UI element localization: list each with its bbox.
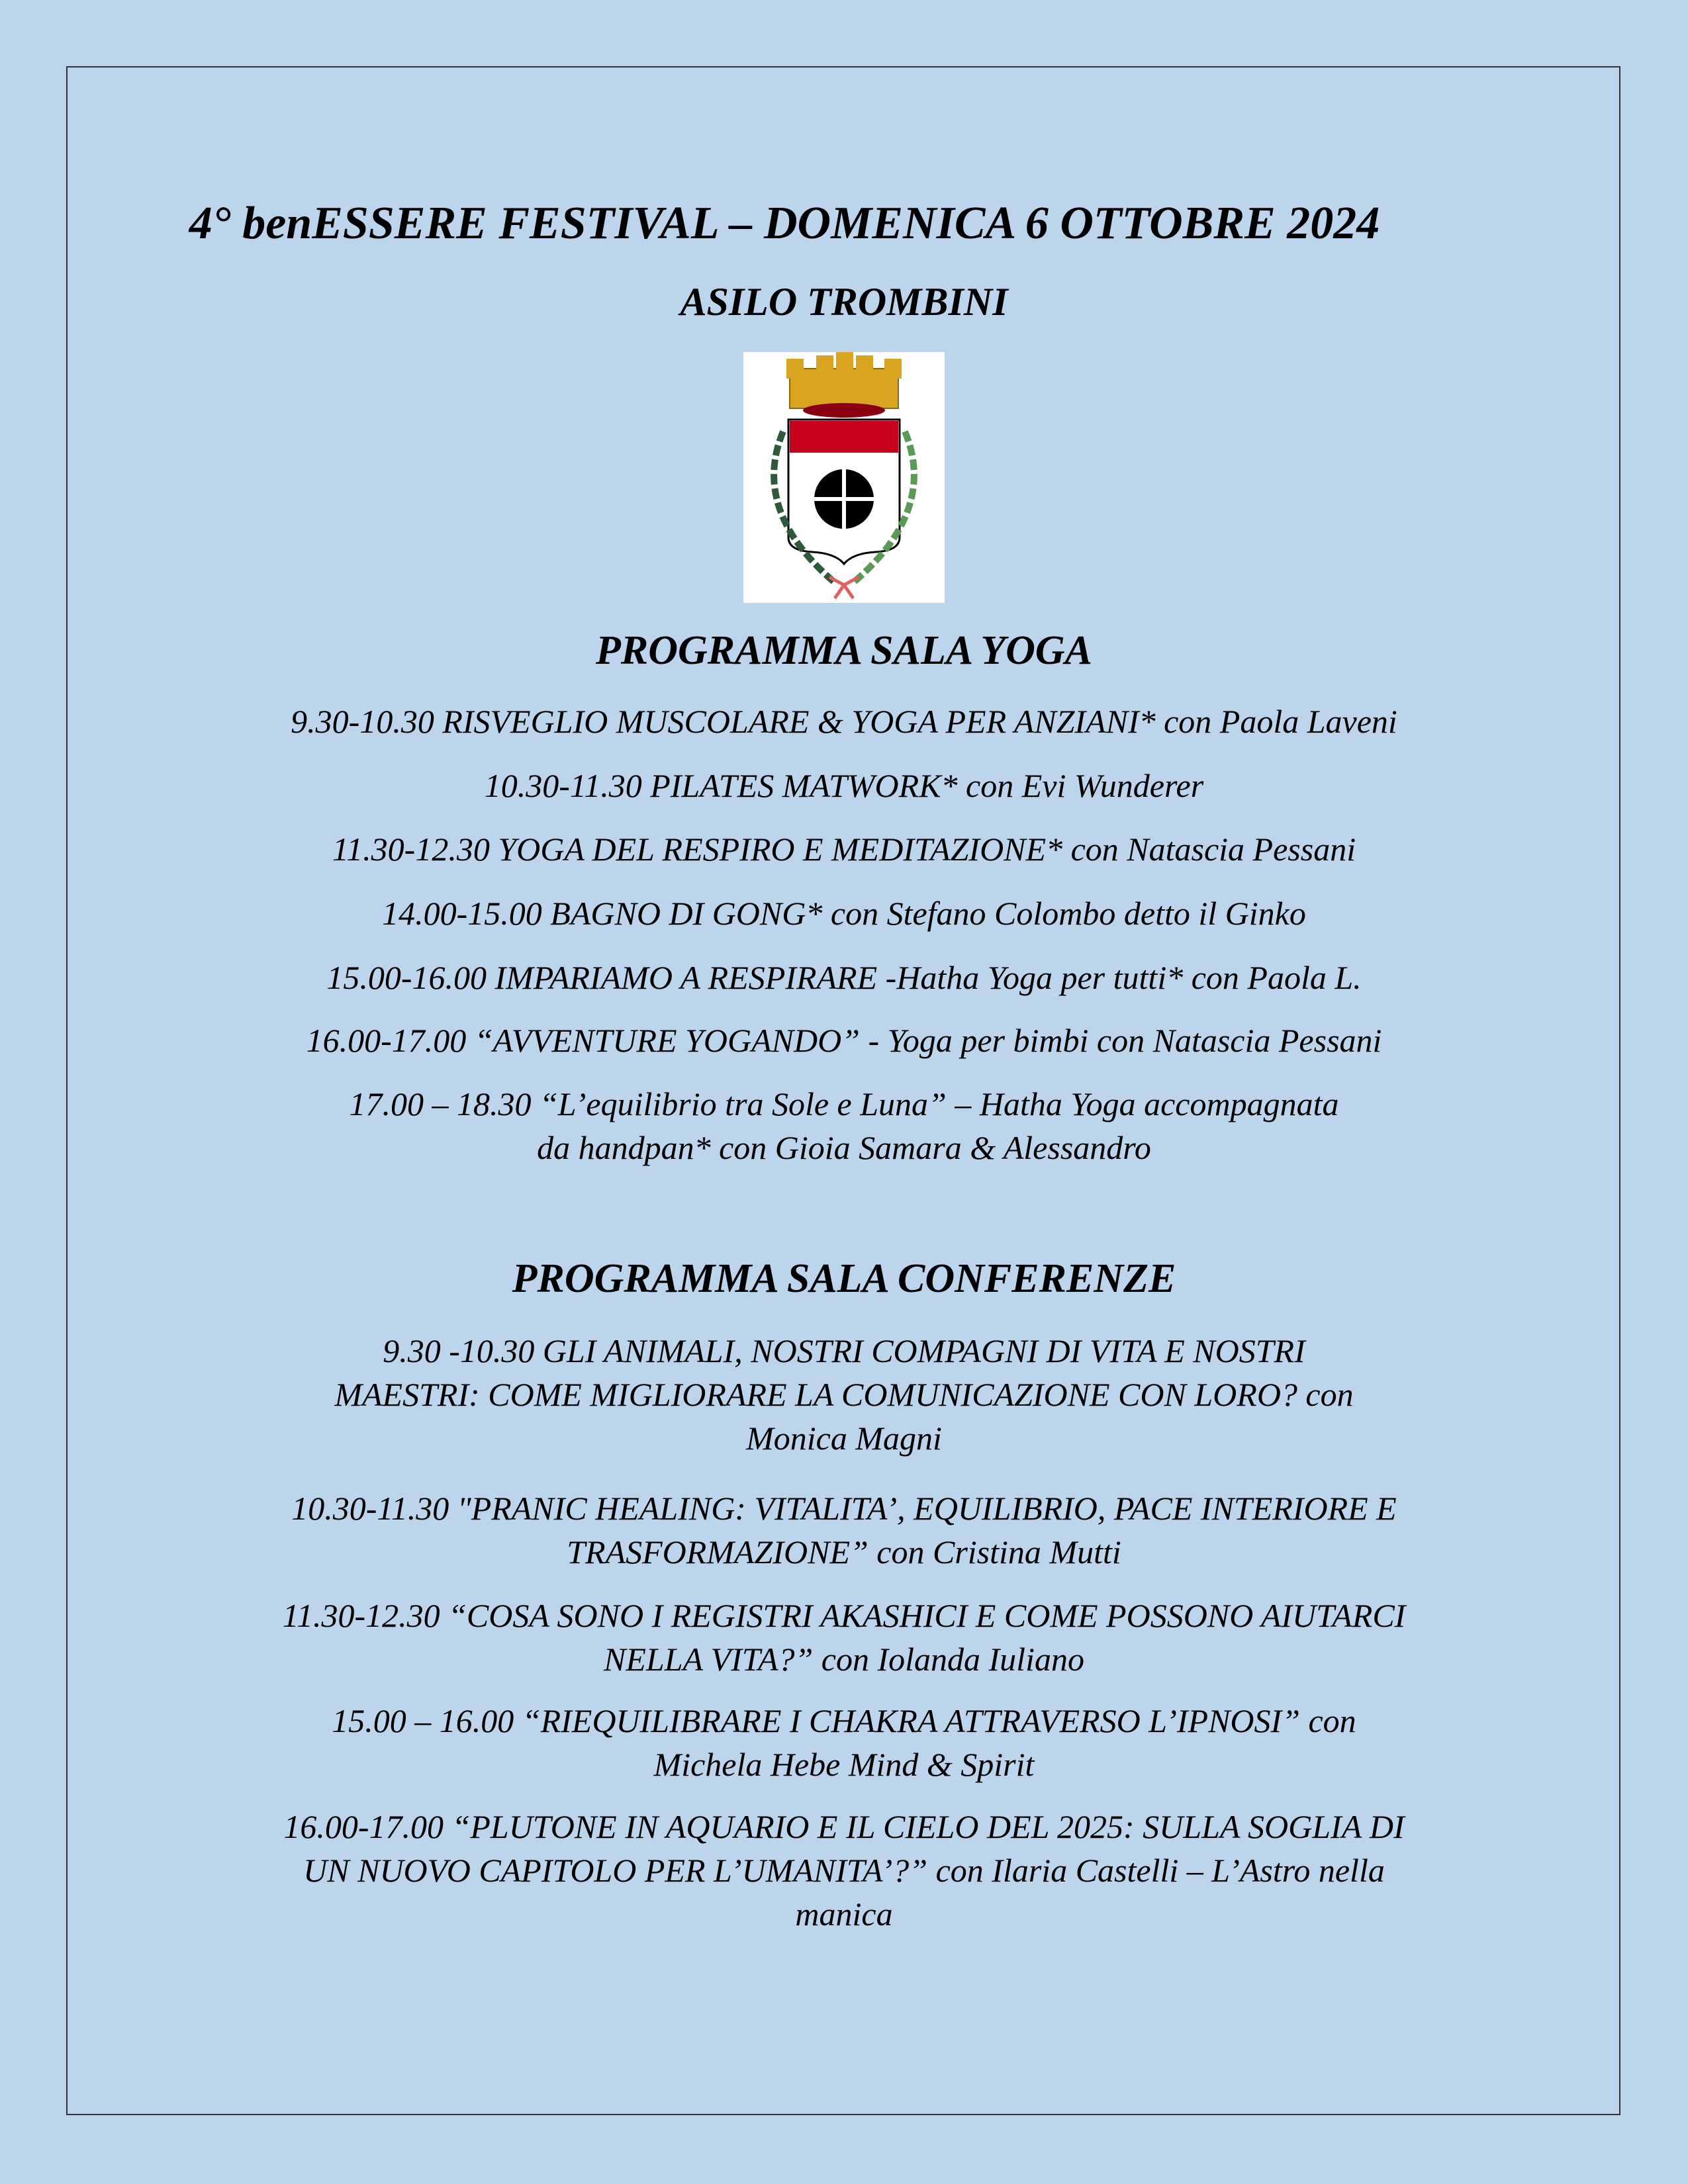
program-item [0, 956, 1688, 999]
program-item-line: manica [795, 1895, 893, 1933]
program-item-line: MAESTRI: COME MIGLIORARE LA COMUNICAZIONE CON LORO? con [334, 1376, 1354, 1413]
conferenze-heading: PROGRAMMA SALA CONFERENZE [512, 1256, 1176, 1301]
program-item-line: NELLA VITA?” con Iolanda Iuliano [604, 1641, 1084, 1678]
program-item-line: da handpan* con Gioia Samara & Alessandro [537, 1129, 1151, 1166]
program-item [0, 1805, 1688, 1936]
program-item-line: 9.30-10.30 RISVEGLIO MUSCOLARE & YOGA PER ANZIANI* con Paola Laveni [291, 703, 1397, 740]
program-item [0, 827, 1688, 871]
program-item-line: 11.30-12.30 YOGA DEL RESPIRO E MEDITAZIONE* con Natascia Pessani [332, 831, 1356, 868]
program-item [0, 1486, 1688, 1574]
program-item-line: 17.00 – 18.30 “L’equilibrio tra Sole e Luna” – Hatha Yoga accompagnata [349, 1085, 1339, 1122]
program-item-line: TRASFORMAZIONE” con Cristina Mutti [567, 1533, 1121, 1570]
program-item [0, 764, 1688, 807]
program-item-line: Monica Magni [746, 1420, 942, 1457]
program-item-line: 11.30-12.30 “COSA SONO I REGISTRI AKASHICI E COME POSSONO AIUTARCI [282, 1597, 1406, 1634]
ribbon-icon [829, 577, 859, 598]
program-item-line: 16.00-17.00 “PLUTONE IN AQUARIO E IL CIELO DEL 2025: SULLA SOGLIA DI [283, 1808, 1405, 1845]
crown-icon [786, 352, 902, 418]
shield-icon [788, 420, 900, 564]
program-item [0, 1699, 1688, 1786]
program-item-line: 9.30 -10.30 GLI ANIMALI, NOSTRI COMPAGNI DI VITA E NOSTRI [383, 1332, 1305, 1369]
program-item-line: 15.00-16.00 IMPARIAMO A RESPIRARE -Hatha Yoga per tutti* con Paola L. [326, 959, 1362, 996]
program-item-line: 15.00 – 16.00 “RIEQUILIBRARE I CHAKRA ATTRAVERSO L’IPNOSI” con [332, 1702, 1356, 1739]
program-item-line: 16.00-17.00 “AVVENTURE YOGANDO” - Yoga per bimbi con Natascia Pessani [306, 1022, 1382, 1059]
program-item [0, 700, 1688, 743]
program-item-line: UN NUOVO CAPITOLO PER L’UMANITA’?” con Ilaria Castelli – L’Astro nella [303, 1852, 1385, 1889]
program-item-line: 10.30-11.30 PILATES MATWORK* con Evi Wunderer [484, 767, 1204, 804]
page-title: 4° benESSERE FESTIVAL – DOMENICA 6 OTTOBRE 2024 [189, 198, 1380, 249]
program-item [0, 1594, 1688, 1681]
program-item [0, 1019, 1688, 1062]
program-item-line: 14.00-15.00 BAGNO DI GONG* con Stefano Colombo detto il Ginko [382, 895, 1306, 932]
program-item-line: Michela Hebe Mind & Spirit [653, 1746, 1035, 1783]
program-item-line: 10.30-11.30 "PRANIC HEALING: VITALITA’, EQUILIBRIO, PACE INTERIORE E [291, 1490, 1397, 1527]
program-item [0, 1082, 1688, 1169]
coat-of-arms-logo [743, 352, 945, 603]
program-item [0, 1329, 1688, 1460]
program-item [0, 891, 1688, 935]
yoga-heading: PROGRAMMA SALA YOGA [596, 628, 1092, 673]
venue-subtitle: ASILO TROMBINI [680, 280, 1008, 324]
